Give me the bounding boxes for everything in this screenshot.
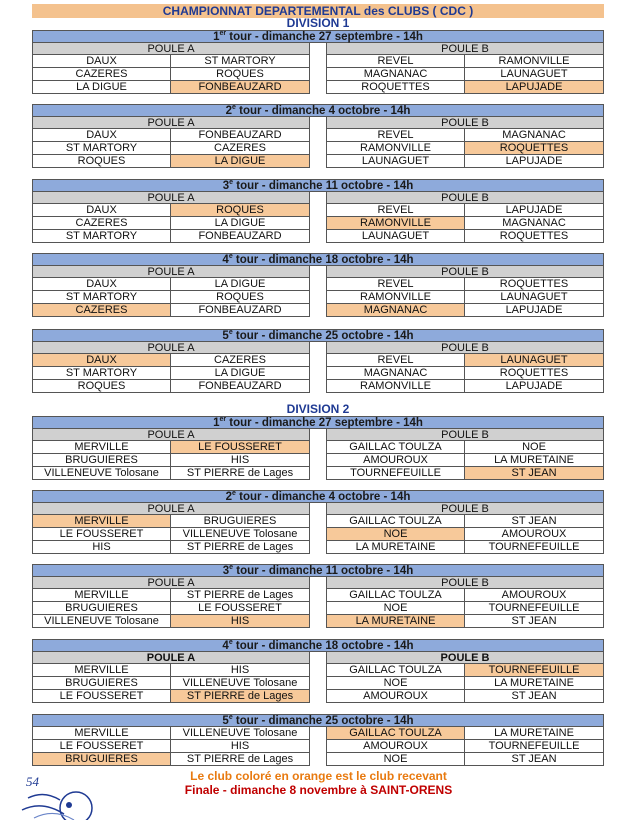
- team-cell: VILLENEUVE Tolosane: [171, 727, 310, 740]
- match-row: [326, 602, 604, 615]
- final-note: Finale - dimanche 8 novembre à SAINT-ORENS: [184, 783, 453, 797]
- match-row: [326, 589, 604, 602]
- tour-date: tour - dimanche 4 octobre - 14h: [235, 491, 411, 503]
- team-cell: AMOUROUX: [465, 528, 604, 541]
- match-row: [326, 142, 604, 155]
- team-cell: NOE: [326, 528, 465, 541]
- pool-b: [326, 43, 604, 94]
- team-cell: ROQUETTES: [465, 278, 604, 291]
- team-cell: RAMONVILLE: [326, 380, 465, 393]
- team-cell: LA MURETAINE: [465, 454, 604, 467]
- match-row: [32, 217, 310, 230]
- tour-number: 3: [222, 180, 230, 192]
- pool-header: POULE A: [32, 652, 310, 664]
- match-row: [32, 81, 310, 94]
- tour-ordinal-suffix: er: [219, 30, 227, 37]
- tour-number: 1: [213, 417, 220, 429]
- pool-a: [32, 727, 310, 766]
- team-cell: VILLENEUVE Tolosane: [171, 528, 310, 541]
- match-row: [32, 528, 310, 541]
- team-cell: LAUNAGUET: [326, 155, 465, 168]
- match-row: [326, 204, 604, 217]
- team-cell: GAILLAC TOULZA: [326, 515, 465, 528]
- team-cell: MAGNANAC: [326, 304, 465, 317]
- pool-a: [32, 266, 310, 317]
- team-cell: TOURNEFEUILLE: [465, 541, 604, 554]
- team-cell: ST PIERRE de Lages: [171, 589, 310, 602]
- team-cell: ROQUES: [171, 291, 310, 304]
- tour-block: [32, 714, 604, 766]
- match-row: [32, 740, 310, 753]
- match-row: [326, 278, 604, 291]
- team-cell: ST JEAN: [465, 467, 604, 480]
- tour-block: [32, 104, 604, 168]
- match-row: [32, 515, 310, 528]
- match-row: [326, 304, 604, 317]
- pool-a: [32, 117, 310, 168]
- team-cell: ST JEAN: [465, 753, 604, 766]
- pool-b: [326, 429, 604, 480]
- match-row: [32, 68, 310, 81]
- pool-header: POULE A: [32, 577, 310, 589]
- tour-number: 1: [213, 31, 220, 43]
- match-row: [32, 204, 310, 217]
- team-cell: MAGNANAC: [465, 217, 604, 230]
- tour-header: [32, 30, 604, 43]
- team-cell: BRUGUIERES: [32, 454, 171, 467]
- tour-ordinal-suffix: e: [232, 490, 236, 497]
- team-cell: ROQUES: [171, 204, 310, 217]
- tour-date: tour - dimanche 25 octobre - 14h: [232, 330, 414, 342]
- team-cell: ROQUES: [32, 380, 171, 393]
- team-cell: LAUNAGUET: [465, 68, 604, 81]
- team-cell: AMOUROUX: [326, 454, 465, 467]
- pool-header: POULE B: [326, 192, 604, 204]
- pool-a: [32, 577, 310, 628]
- pool-b: [326, 577, 604, 628]
- match-row: [326, 354, 604, 367]
- match-row: [326, 81, 604, 94]
- tour-ordinal-suffix: e: [228, 714, 233, 721]
- tour-header: [32, 564, 604, 577]
- match-row: [326, 441, 604, 454]
- match-row: [32, 304, 310, 317]
- pool-header: POULE B: [326, 342, 604, 354]
- team-cell: CAZERES: [171, 354, 310, 367]
- team-cell: ST MARTORY: [171, 55, 310, 68]
- team-cell: LAPUJADE: [465, 380, 604, 393]
- match-row: [32, 541, 310, 554]
- team-cell: ROQUES: [32, 155, 171, 168]
- match-row: [32, 55, 310, 68]
- team-cell: VILLENEUVE Tolosane: [32, 615, 171, 628]
- pool-header: POULE B: [326, 43, 604, 55]
- match-row: [32, 230, 310, 243]
- team-cell: ST PIERRE de Lages: [171, 690, 310, 703]
- pool-header: POULE B: [326, 503, 604, 515]
- team-cell: ST JEAN: [465, 690, 604, 703]
- match-row: [32, 467, 310, 480]
- team-cell: VILLENEUVE Tolosane: [171, 677, 310, 690]
- pool-b: [326, 266, 604, 317]
- pool-b: [326, 503, 604, 554]
- tour-ordinal-suffix: e: [228, 329, 233, 336]
- team-cell: REVEL: [326, 129, 465, 142]
- match-row: [326, 454, 604, 467]
- pool-header: POULE A: [32, 117, 310, 129]
- team-cell: DAUX: [32, 204, 171, 217]
- pool-b: [326, 192, 604, 243]
- team-cell: LE FOUSSERET: [32, 528, 171, 541]
- team-cell: ST MARTORY: [32, 291, 171, 304]
- pool-header: POULE A: [32, 429, 310, 441]
- team-cell: LA MURETAINE: [465, 677, 604, 690]
- team-cell: DAUX: [32, 129, 171, 142]
- tour-block: [32, 416, 604, 480]
- team-cell: LA DIGUE: [32, 81, 171, 94]
- pool-header: POULE A: [32, 342, 310, 354]
- team-cell: ST JEAN: [465, 515, 604, 528]
- team-cell: RAMONVILLE: [326, 217, 465, 230]
- match-row: [326, 740, 604, 753]
- match-row: [326, 664, 604, 677]
- team-cell: REVEL: [326, 354, 465, 367]
- tour-block: [32, 253, 604, 317]
- pool-b: [326, 652, 604, 703]
- tour-ordinal-suffix: e: [229, 179, 234, 186]
- team-cell: LE FOUSSERET: [32, 690, 171, 703]
- tour-header: [32, 639, 604, 652]
- match-row: [326, 367, 604, 380]
- team-cell: LA MURETAINE: [465, 727, 604, 740]
- match-row: [326, 380, 604, 393]
- tour-date: tour - dimanche 25 octobre - 14h: [232, 715, 414, 727]
- tour-header: [32, 490, 604, 503]
- svg-text:54: 54: [26, 774, 39, 789]
- tour-ordinal-suffix: e: [232, 104, 236, 111]
- team-cell: MAGNANAC: [326, 68, 465, 81]
- match-row: [326, 129, 604, 142]
- team-cell: LA DIGUE: [171, 367, 310, 380]
- tour-date: tour - dimanche 11 octobre - 14h: [233, 180, 414, 192]
- tour-ordinal-suffix: er: [219, 416, 227, 423]
- team-cell: MERVILLE: [32, 441, 171, 454]
- match-row: [326, 515, 604, 528]
- team-cell: CAZERES: [32, 68, 171, 81]
- tour-header: [32, 329, 604, 342]
- team-cell: FONBEAUZARD: [171, 129, 310, 142]
- pool-a: [32, 503, 310, 554]
- match-row: [32, 155, 310, 168]
- match-row: [32, 278, 310, 291]
- team-cell: HIS: [171, 664, 310, 677]
- match-row: [326, 690, 604, 703]
- team-cell: LE FOUSSERET: [171, 602, 310, 615]
- match-row: [326, 467, 604, 480]
- tour-number: 5: [222, 715, 229, 727]
- match-row: [32, 441, 310, 454]
- tour-date: tour - dimanche 18 octobre - 14h: [232, 254, 414, 266]
- team-cell: ROQUETTES: [465, 142, 604, 155]
- match-row: [32, 142, 310, 155]
- pool-a: [32, 652, 310, 703]
- match-row: [32, 664, 310, 677]
- team-cell: MAGNANAC: [465, 129, 604, 142]
- team-cell: ST MARTORY: [32, 230, 171, 243]
- pool-header: POULE A: [32, 266, 310, 278]
- tour-number: 2: [225, 105, 233, 117]
- pool-a: [32, 43, 310, 94]
- pool-a: [32, 192, 310, 243]
- team-cell: AMOUROUX: [326, 690, 465, 703]
- match-row: [32, 615, 310, 628]
- team-cell: MERVILLE: [32, 589, 171, 602]
- team-cell: LA DIGUE: [171, 155, 310, 168]
- team-cell: LAPUJADE: [465, 304, 604, 317]
- pool-header: POULE B: [326, 266, 604, 278]
- match-row: [32, 677, 310, 690]
- match-row: [326, 230, 604, 243]
- tour-number: 5: [222, 330, 229, 342]
- team-cell: DAUX: [32, 55, 171, 68]
- team-cell: LAUNAGUET: [465, 354, 604, 367]
- tour-header: [32, 179, 604, 192]
- club-logo-icon: [14, 770, 104, 820]
- team-cell: BRUGUIERES: [32, 602, 171, 615]
- tour-ordinal-suffix: e: [228, 253, 233, 260]
- team-cell: DAUX: [32, 354, 171, 367]
- team-cell: ST MARTORY: [32, 142, 171, 155]
- tour-block: [32, 564, 604, 628]
- team-cell: AMOUROUX: [326, 740, 465, 753]
- team-cell: BRUGUIERES: [171, 515, 310, 528]
- team-cell: HIS: [171, 740, 310, 753]
- match-row: [32, 589, 310, 602]
- match-row: [32, 602, 310, 615]
- team-cell: GAILLAC TOULZA: [326, 589, 465, 602]
- pool-b: [326, 727, 604, 766]
- team-cell: NOE: [326, 753, 465, 766]
- match-row: [326, 753, 604, 766]
- tour-number: 3: [222, 565, 230, 577]
- tour-date: tour - dimanche 18 octobre - 14h: [232, 640, 414, 652]
- tour-block: [32, 30, 604, 94]
- division-title: DIVISION 2: [286, 402, 350, 416]
- team-cell: GAILLAC TOULZA: [326, 664, 465, 677]
- match-row: [32, 129, 310, 142]
- tour-block: [32, 490, 604, 554]
- pool-header: POULE A: [32, 43, 310, 55]
- tour-date: tour - dimanche 27 septembre - 14h: [226, 417, 423, 429]
- match-row: [326, 291, 604, 304]
- pool-header: POULE B: [326, 117, 604, 129]
- team-cell: LAUNAGUET: [326, 230, 465, 243]
- match-row: [32, 354, 310, 367]
- team-cell: VILLENEUVE Tolosane: [32, 467, 171, 480]
- team-cell: LAUNAGUET: [465, 291, 604, 304]
- match-row: [326, 677, 604, 690]
- team-cell: NOE: [326, 602, 465, 615]
- team-cell: FONBEAUZARD: [171, 230, 310, 243]
- team-cell: RAMONVILLE: [326, 142, 465, 155]
- tour-block: [32, 329, 604, 393]
- team-cell: LE FOUSSERET: [32, 740, 171, 753]
- team-cell: HIS: [171, 454, 310, 467]
- team-cell: REVEL: [326, 278, 465, 291]
- match-row: [326, 217, 604, 230]
- team-cell: TOURNEFEUILLE: [465, 664, 604, 677]
- team-cell: ROQUETTES: [465, 367, 604, 380]
- team-cell: HIS: [32, 541, 171, 554]
- tour-header: [32, 104, 604, 117]
- team-cell: REVEL: [326, 55, 465, 68]
- tour-number: 2: [225, 491, 233, 503]
- team-cell: LA DIGUE: [171, 278, 310, 291]
- team-cell: LA DIGUE: [171, 217, 310, 230]
- pool-header: POULE B: [326, 577, 604, 589]
- team-cell: ST PIERRE de Lages: [171, 541, 310, 554]
- match-row: [32, 454, 310, 467]
- team-cell: CAZERES: [32, 304, 171, 317]
- team-cell: MERVILLE: [32, 727, 171, 740]
- pool-b: [326, 342, 604, 393]
- team-cell: ROQUETTES: [465, 230, 604, 243]
- team-cell: FONBEAUZARD: [171, 304, 310, 317]
- tour-number: 4: [222, 254, 229, 266]
- team-cell: GAILLAC TOULZA: [326, 727, 465, 740]
- pool-a: [32, 342, 310, 393]
- team-cell: GAILLAC TOULZA: [326, 441, 465, 454]
- team-cell: CAZERES: [32, 217, 171, 230]
- team-cell: BRUGUIERES: [32, 753, 171, 766]
- tour-date: tour - dimanche 4 octobre - 14h: [235, 105, 411, 117]
- team-cell: ROQUES: [171, 68, 310, 81]
- tour-header: [32, 714, 604, 727]
- team-cell: RAMONVILLE: [326, 291, 465, 304]
- match-row: [32, 690, 310, 703]
- team-cell: FONBEAUZARD: [171, 380, 310, 393]
- match-row: [326, 727, 604, 740]
- match-row: [32, 380, 310, 393]
- match-row: [326, 55, 604, 68]
- tour-ordinal-suffix: e: [229, 564, 234, 571]
- team-cell: LAPUJADE: [465, 155, 604, 168]
- tour-ordinal-suffix: e: [228, 639, 233, 646]
- team-cell: HIS: [171, 615, 310, 628]
- match-row: [326, 155, 604, 168]
- match-row: [326, 541, 604, 554]
- team-cell: LA MURETAINE: [326, 615, 465, 628]
- tour-date: tour - dimanche 11 octobre - 14h: [233, 565, 414, 577]
- match-row: [32, 753, 310, 766]
- pool-header: POULE A: [32, 503, 310, 515]
- match-row: [32, 367, 310, 380]
- team-cell: BRUGUIERES: [32, 677, 171, 690]
- team-cell: MERVILLE: [32, 664, 171, 677]
- pool-header: POULE B: [326, 429, 604, 441]
- team-cell: AMOUROUX: [465, 589, 604, 602]
- team-cell: NOE: [326, 677, 465, 690]
- team-cell: REVEL: [326, 204, 465, 217]
- page-banner: CHAMPIONNAT DEPARTEMENTAL des CLUBS ( CDC ): [32, 4, 604, 18]
- team-cell: ST PIERRE de Lages: [171, 467, 310, 480]
- team-cell: LE FOUSSERET: [171, 441, 310, 454]
- match-row: [326, 528, 604, 541]
- team-cell: MERVILLE: [32, 515, 171, 528]
- match-row: [32, 727, 310, 740]
- tour-block: [32, 179, 604, 243]
- team-cell: ST MARTORY: [32, 367, 171, 380]
- division-title: DIVISION 1: [286, 16, 350, 30]
- team-cell: RAMONVILLE: [465, 55, 604, 68]
- team-cell: CAZERES: [171, 142, 310, 155]
- team-cell: ROQUETTES: [326, 81, 465, 94]
- pool-a: [32, 429, 310, 480]
- team-cell: TOURNEFEUILLE: [465, 602, 604, 615]
- tour-header: [32, 416, 604, 429]
- team-cell: MAGNANAC: [326, 367, 465, 380]
- team-cell: FONBEAUZARD: [171, 81, 310, 94]
- match-row: [326, 68, 604, 81]
- pool-header: POULE A: [32, 192, 310, 204]
- team-cell: LAPUJADE: [465, 204, 604, 217]
- team-cell: ST PIERRE de Lages: [171, 753, 310, 766]
- team-cell: TOURNEFEUILLE: [326, 467, 465, 480]
- tour-block: [32, 639, 604, 703]
- tour-number: 4: [222, 640, 229, 652]
- pool-header: POULE B: [326, 652, 604, 664]
- team-cell: NOE: [465, 441, 604, 454]
- pool-b: [326, 117, 604, 168]
- team-cell: LAPUJADE: [465, 81, 604, 94]
- match-row: [32, 291, 310, 304]
- team-cell: DAUX: [32, 278, 171, 291]
- tour-date: tour - dimanche 27 septembre - 14h: [226, 31, 423, 43]
- team-cell: LA MURETAINE: [326, 541, 465, 554]
- team-cell: ST JEAN: [465, 615, 604, 628]
- home-club-note: Le club coloré en orange est le club recevant: [190, 769, 447, 783]
- tour-header: [32, 253, 604, 266]
- match-row: [326, 615, 604, 628]
- team-cell: TOURNEFEUILLE: [465, 740, 604, 753]
